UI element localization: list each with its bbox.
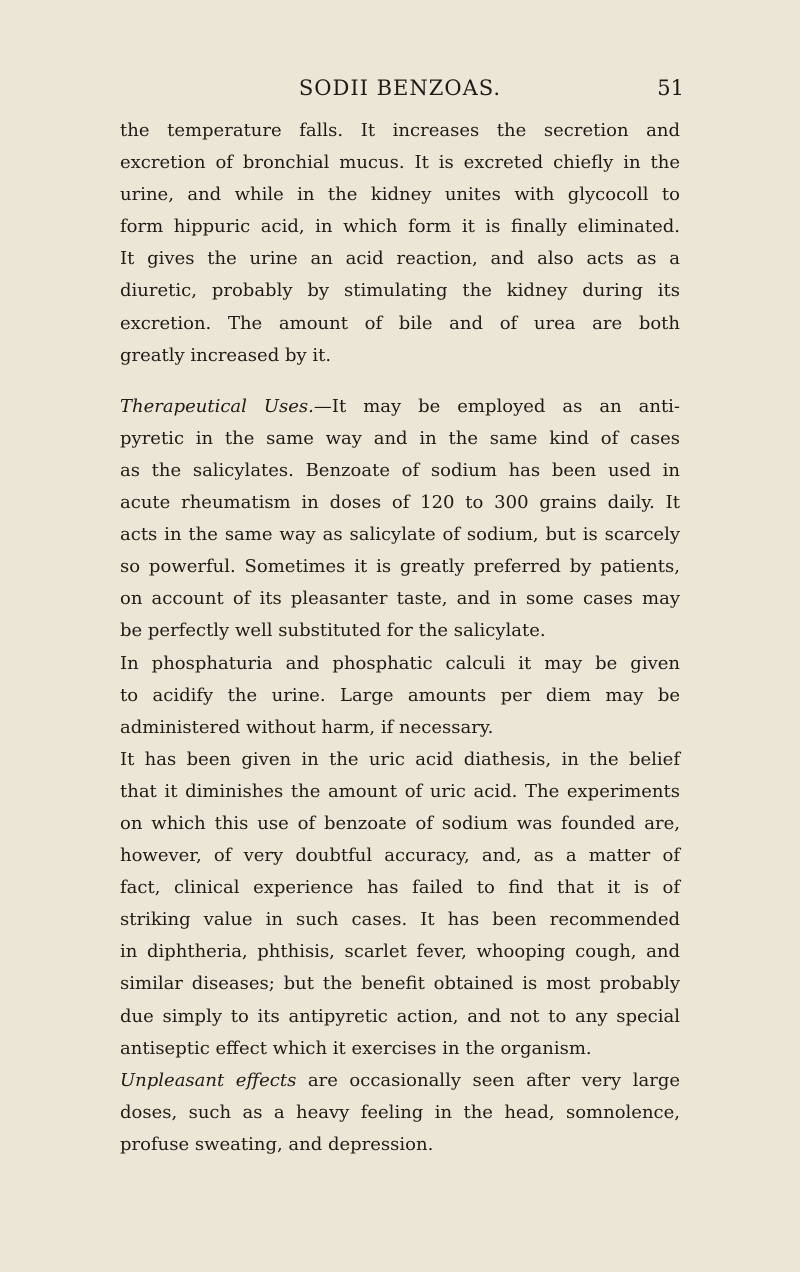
text-line: however, of very doubtful accuracy, and, as a matter of (120, 845, 680, 867)
page-number: 51 (657, 76, 684, 100)
text-line: greatly increased by it. (120, 344, 332, 366)
text-line: profuse sweating, and depression. (120, 1133, 434, 1155)
text-line (120, 391, 680, 423)
paragraph-unpleasant-effects (120, 1065, 680, 1161)
text-line: pyretic in the same way and in the same kind of cases (120, 427, 680, 449)
text-line: on which this use of benzoate of sodium was founded are, (120, 812, 680, 834)
text-line: acute rheumatism in doses of 120 to 300 grains daily. It (120, 492, 680, 514)
text-line: It has been given in the uric acid diathesis, in the belief (120, 748, 680, 770)
text-line: It gives the urine an acid reaction, and also acts as a (120, 248, 680, 270)
text-line: as the salicylates. Benzoate of sodium has been used in (120, 459, 680, 481)
text-line-rest: are occasionally seen after very large (296, 1069, 680, 1091)
text-line: similar diseases; but the benefit obtained is most probably (120, 973, 680, 995)
text-line: In phosphaturia and phosphatic calculi it may be given (120, 652, 680, 674)
text-line: the temperature falls. It increases the secretion and (120, 120, 680, 141)
text-line: excretion. The amount of bile and of urea are both (120, 312, 680, 334)
text-line: due simply to its antipyretic action, and not to any special (120, 1005, 680, 1027)
section-heading-therapeutical-uses: Therapeutical Uses. (120, 395, 314, 417)
text-line: that it diminishes the amount of uric acid. The experiments (120, 780, 680, 802)
text-line: be perfectly well substituted for the salicylate. (120, 620, 546, 642)
text-line: so powerful. Sometimes it is greatly preferred by patients, (120, 556, 680, 578)
page-header (120, 76, 684, 112)
text-line: antiseptic effect which it exercises in the organism. (120, 1037, 592, 1059)
text-line: administered without harm, if necessary. (120, 716, 494, 738)
section-heading-unpleasant-effects: Unpleasant effects (120, 1069, 297, 1091)
text-line: doses, such as a heavy feeling in the head, somnolence, (120, 1101, 680, 1123)
text-line: diuretic, probably by stimulating the kidney during its (120, 280, 680, 302)
text-line: form hippuric acid, in which form it is finally eliminated. (120, 216, 680, 238)
text-line (120, 1065, 680, 1097)
text-line: acts in the same way as salicylate of sodium, but is scarcely (120, 524, 680, 546)
paragraph-physiology (120, 115, 680, 372)
running-head: SODII BENZOAS. (298, 76, 502, 100)
paragraph-phosphaturia (120, 648, 680, 744)
paragraph-uric-acid (120, 744, 680, 1065)
text-line: fact, clinical experience has failed to find that it is of (120, 877, 680, 899)
text-line: excretion of bronchial mucus. It is excreted chiefly in the (120, 152, 680, 174)
text-line: on account of its pleasanter taste, and in some cases may (120, 588, 680, 610)
text-line-rest: —It may be employed as an anti- (313, 395, 681, 417)
text-line: in diphtheria, phthisis, scarlet fever, whooping cough, and (120, 941, 680, 963)
paragraph-gap (120, 372, 680, 391)
text-line: urine, and while in the kidney unites with glycocoll to (120, 184, 680, 206)
paragraph-therapeutical-uses (120, 391, 680, 648)
text-line: to acidify the urine. Large amounts per diem may be (120, 684, 680, 706)
text-line: striking value in such cases. It has been recommended (120, 909, 680, 931)
body-text (120, 115, 680, 1161)
